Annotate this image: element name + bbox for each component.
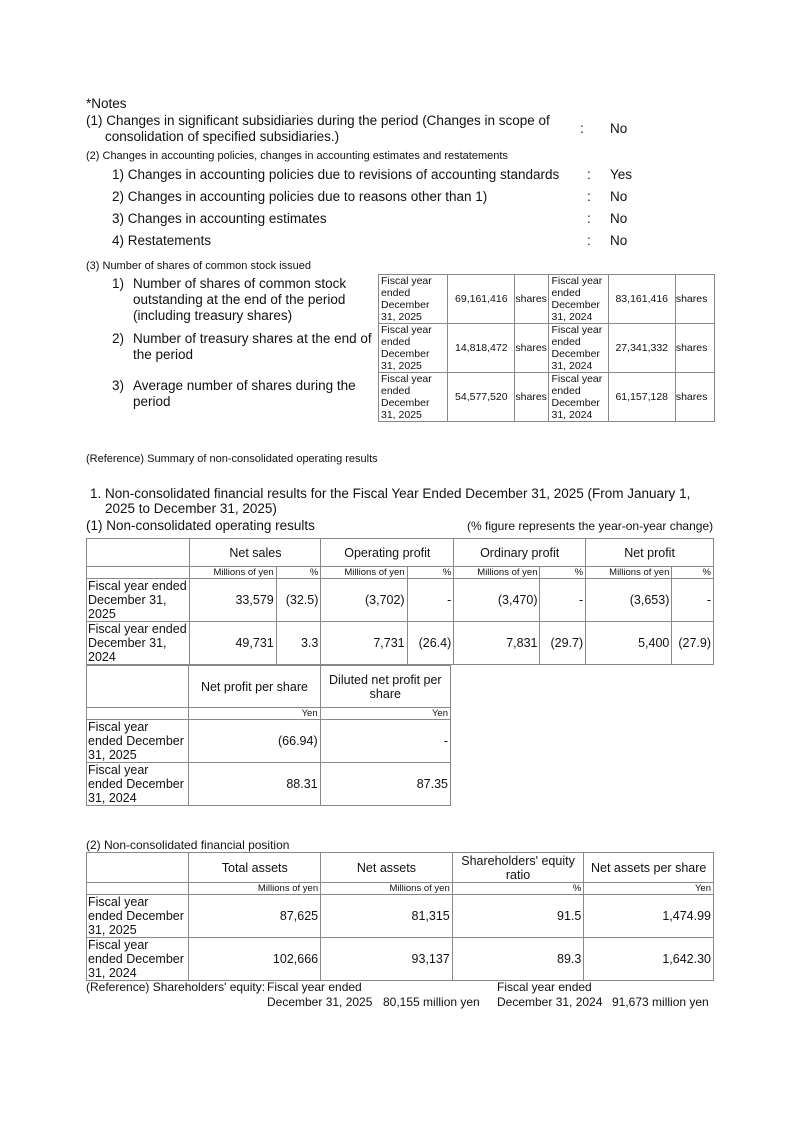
value-cell: 61,157,128 [608,373,675,422]
unit-row [87,708,451,720]
value-cell: 14,818,472 [448,324,515,373]
value-cell: - [320,720,450,763]
header-net-profit: Net profit [586,539,714,567]
header-ordinary-profit: Ordinary profit [454,539,586,567]
shares-row2-label-1: Number of treasury shares at the end of [133,331,372,346]
unit-cell: Millions of yen [586,567,672,579]
equity-note-label: (Reference) Shareholders' equity: [86,980,266,994]
unit-cell: % [540,567,586,579]
empty-unit-cell [87,567,190,579]
value-cell: 81,315 [321,895,453,938]
value-cell: - [672,579,714,622]
note-2-sub1-value: Yes [610,167,633,182]
header-row [87,539,714,567]
note-2-title: (2) Changes in accounting policies, changes in accounting estimates and restatements [86,150,508,162]
value-cell: - [407,579,454,622]
note-2-sub3-colon: : [587,211,591,226]
period-cell: Fiscal year ended December 31, 2025 [379,275,448,324]
value-cell: 54,577,520 [448,373,515,422]
note-2-sub2-label: 2) Changes in accounting policies due to reasons other than 1) [112,189,488,204]
value-cell: 102,666 [189,938,321,981]
header-diluted-net-profit-per-share: Diluted net profit per share [320,666,450,708]
unit-cell: shares [675,373,714,422]
unit-cell: shares [515,373,549,422]
header-net-assets-per-share: Net assets per share [584,853,714,883]
shares-row1-label-3: (including treasury shares) [133,308,293,323]
notes-title: *Notes [86,96,127,111]
unit-cell: % [672,567,714,579]
period-cell: Fiscal year ended December 31, 2025 [379,324,448,373]
unit-cell: % [276,567,321,579]
value-cell: 7,831 [454,622,540,665]
value-cell: (32.5) [276,579,321,622]
table-row [87,763,451,806]
unit-row [87,567,714,579]
value-cell: (3,702) [321,579,407,622]
row-label: Fiscal year ended December 31, 2025 [87,895,189,938]
section1-title-line2: 2025 to December 31, 2025) [105,501,277,516]
note-3-title: (3) Number of shares of common stock issued [86,260,311,272]
unit-row [87,883,714,895]
unit-cell: Millions of yen [190,567,276,579]
row-label: Fiscal year ended December 31, 2024 [87,938,189,981]
unit-cell: shares [675,275,714,324]
note-2-sub1-colon: : [587,167,591,182]
table-row [87,895,714,938]
empty-unit-cell [87,883,189,895]
unit-cell: shares [515,275,549,324]
value-cell: 5,400 [586,622,672,665]
section1-title-line1: 1. Non-consolidated financial results for the Fiscal Year Ended December 31, 2025 (From January 1, [90,486,691,501]
period-cell: Fiscal year ended December 31, 2024 [549,373,608,422]
unit-cell: Millions of yen [454,567,540,579]
equity-p1-line1: Fiscal year ended [267,980,362,994]
equity-p2-value: 91,673 million yen [612,995,709,1009]
note-2-sub3-value: No [610,211,628,226]
shares-row1-label-2: outstanding at the end of the period [133,292,346,307]
shares-row3-num: 3) [112,378,125,393]
empty-header-cell [87,539,190,567]
note-1-value: No [610,121,628,136]
row-label: Fiscal year ended December 31, 2024 [87,763,189,806]
reference-summary-title: (Reference) Summary of non-consolidated operating results [86,453,378,465]
table-row [87,579,714,622]
value-cell: 27,341,332 [608,324,675,373]
header-row [87,853,714,883]
unit-cell: Millions of yen [189,883,321,895]
value-cell: 33,579 [190,579,276,622]
period-cell: Fiscal year ended December 31, 2025 [379,373,448,422]
value-cell: (29.7) [540,622,586,665]
value-cell: 87.35 [320,763,450,806]
note-2-sub2-value: No [610,189,628,204]
table-row [87,938,714,981]
value-cell: 69,161,416 [448,275,515,324]
period-cell: Fiscal year ended December 31, 2024 [549,275,608,324]
note-1-line1: (1) Changes in significant subsidiaries during the period (Changes in scope of [86,113,550,128]
unit-cell: Millions of yen [321,883,453,895]
shares-row1-num: 1) [112,276,125,291]
unit-cell: Yen [189,708,320,720]
table-row [87,622,714,665]
unit-cell: shares [515,324,549,373]
value-cell: (3,653) [586,579,672,622]
note-2-sub4-colon: : [587,233,591,248]
table-row [87,720,451,763]
value-cell: 88.31 [189,763,320,806]
empty-header-cell [87,666,189,708]
value-cell: 1,474.99 [584,895,714,938]
financial-position-title: (2) Non-consolidated financial position [86,838,290,852]
value-cell: 93,137 [321,938,453,981]
shares-table [378,274,715,422]
note-2-sub4-value: No [610,233,628,248]
financial-position-table [86,852,714,981]
unit-cell: shares [675,324,714,373]
value-cell: 83,161,416 [608,275,675,324]
yoy-note: (% figure represents the year-on-year change) [467,519,714,533]
unit-cell: Yen [320,708,450,720]
shares-row2-num: 2) [112,331,125,346]
shares-row2-label-2: the period [133,347,194,362]
shares-row1-label-1: Number of shares of common stock [133,276,347,291]
value-cell: (26.4) [407,622,454,665]
equity-p1-value: 80,155 million yen [383,995,480,1009]
note-2-sub3-label: 3) Changes in accounting estimates [112,211,327,226]
shares-row3-label-1: Average number of shares during the [133,378,356,393]
value-cell: (3,470) [454,579,540,622]
row-label: Fiscal year ended December 31, 2025 [87,720,189,763]
value-cell: 1,642.30 [584,938,714,981]
equity-p1-line2: December 31, 2025 [267,995,373,1009]
note-2-sub1-label: 1) Changes in accounting policies due to revisions of accounting standards [112,167,560,182]
operating-results-table [86,538,714,665]
unit-cell: Millions of yen [321,567,407,579]
header-equity-ratio: Shareholders' equity ratio [452,853,584,883]
value-cell: 49,731 [190,622,276,665]
unit-cell: % [407,567,454,579]
row-label: Fiscal year ended December 31, 2024 [87,622,190,665]
shares-table-row [379,373,715,422]
unit-cell: Yen [584,883,714,895]
header-operating-profit: Operating profit [321,539,454,567]
shares-row3-label-2: period [133,394,171,409]
note-1-line2: consolidation of specified subsidiaries.) [105,129,340,144]
value-cell: - [540,579,586,622]
header-total-assets: Total assets [189,853,321,883]
equity-p2-line2: December 31, 2024 [497,995,603,1009]
empty-unit-cell [87,708,189,720]
note-1-colon: : [580,121,584,136]
value-cell: 7,731 [321,622,407,665]
note-2-sub2-colon: : [587,189,591,204]
value-cell: (66.94) [189,720,320,763]
header-row [87,666,451,708]
per-share-table [86,665,451,806]
header-net-sales: Net sales [190,539,321,567]
shares-table-row [379,324,715,373]
value-cell: 87,625 [189,895,321,938]
row-label: Fiscal year ended December 31, 2025 [87,579,190,622]
empty-header-cell [87,853,189,883]
value-cell: 3.3 [276,622,321,665]
operating-results-title: (1) Non-consolidated operating results [86,518,315,533]
value-cell: (27.9) [672,622,714,665]
unit-cell: % [452,883,584,895]
equity-p2-line1: Fiscal year ended [497,980,592,994]
period-cell: Fiscal year ended December 31, 2024 [549,324,608,373]
header-net-profit-per-share: Net profit per share [189,666,320,708]
note-2-sub4-label: 4) Restatements [112,233,212,248]
value-cell: 91.5 [452,895,584,938]
header-net-assets: Net assets [321,853,453,883]
shares-table-row [379,275,715,324]
value-cell: 89.3 [452,938,584,981]
